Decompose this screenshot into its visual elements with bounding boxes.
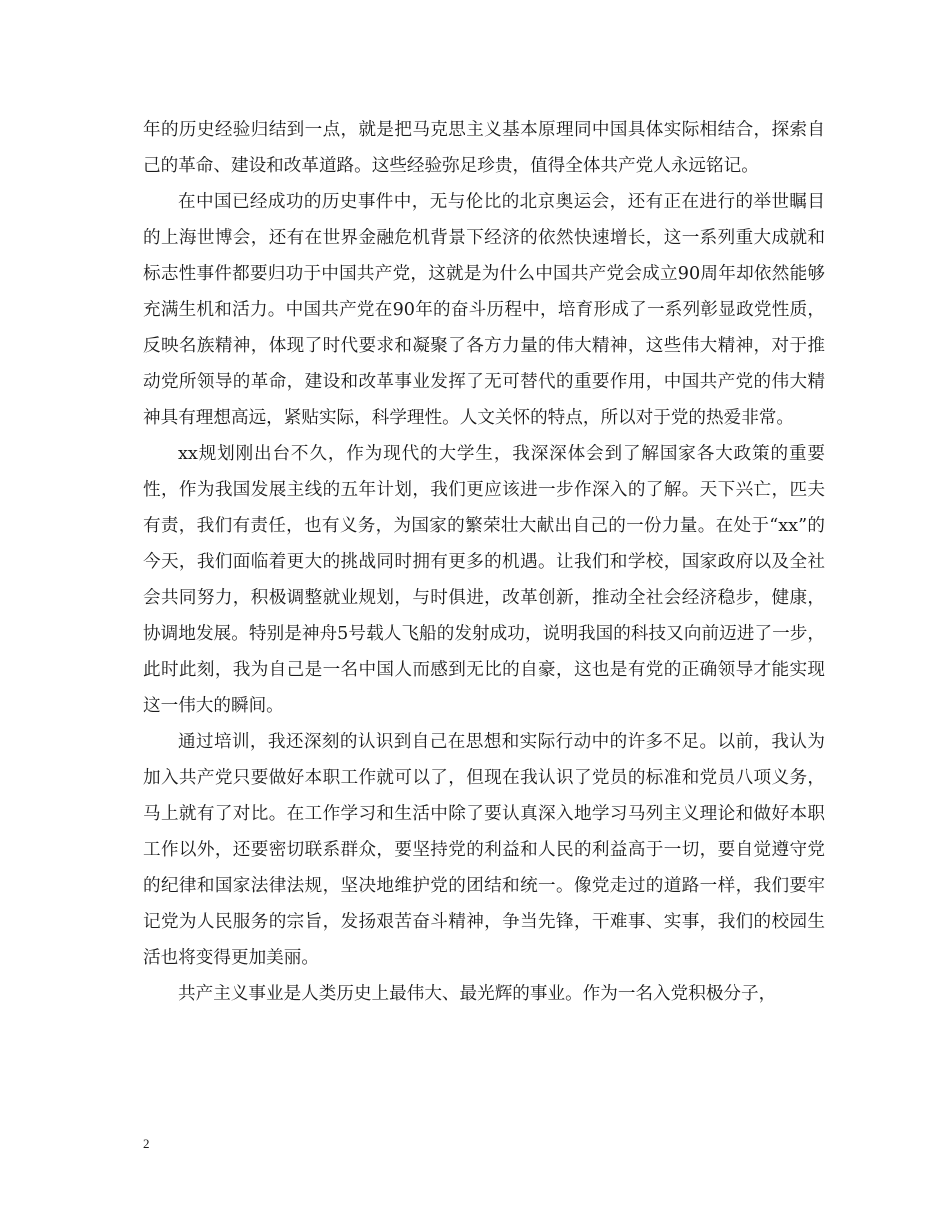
paragraph-5: 共产主义事业是人类历史上最伟大、最光辉的事业。作为一名入党积极分子，: [178, 984, 777, 1004]
document-body: [143, 112, 825, 1012]
paragraph-2: 在中国已经成功的历史事件中，无与伦比的北京奥运会，还有正在进行的举世瞩目的上海世博会，还有在世界金融危机背景下经济的依然快速增长，这一系列重大成就和标志性事件都要归功于中国共产党，这就是为什么中国共产党会成立90周年却依然能够充满生机和活力。中国共产党在90年的奋斗历程中，培育形成了一系列彰显政党性质，反映名族精神，体现了时代要求和凝聚了各方力量的伟大精神，这些伟大精神，对于推动党所领导的革命，建设和改革事业发挥了无可替代的重要作用，中国共产党的伟大精神具有理想高远，紧贴实际，科学理性。人文关怀的特点，所以对于党的热爱非常。: [143, 192, 825, 428]
paragraph-4: 通过培训，我还深刻的认识到自己在思想和实际行动中的许多不足。以前，我认为加入共产党只要做好本职工作就可以了，但现在我认识了党员的标准和党员八项义务，马上就有了对比。在工作学习和生活中除了要认真深入地学习马列主义理论和做好本职工作以外，还要密切联系群众，要坚持党的利益和人民的利益高于一切，要自觉遵守党的纪律和国家法律法规，坚决地维护党的团结和统一。像党走过的道路一样，我们要牢记党为人民服务的宗旨，发扬艰苦奋斗精神，争当先锋，干难事、实事，我们的校园生活也将变得更加美丽。: [143, 732, 825, 968]
page-number: 2: [143, 1136, 150, 1151]
paragraph-3: xx规划刚出台不久，作为现代的大学生，我深深体会到了解国家各大政策的重要性，作为我国发展主线的五年计划，我们更应该进一步作深入的了解。天下兴亡，匹夫有责，我们有责任，也有义务，为国家的繁荣壮大献出自己的一份力量。在处于“xx”的今天，我们面临着更大的挑战同时拥有更多的机遇。让我们和学校，国家政府以及全社会共同努力，积极调整就业规划，与时俱进，改革创新，推动全社会经济稳步，健康，协调地发展。特别是神舟5号载人飞船的发射成功，说明我国的科技又向前迈进了一步，此时此刻，我为自己是一名中国人而感到无比的自豪，这也是有党的正确领导才能实现这一伟大的瞬间。: [143, 444, 825, 716]
paragraph-1: 年的历史经验归结到一点，就是把马克思主义基本原理同中国具体实际相结合，探索自己的革命、建设和改革道路。这些经验弥足珍贵，值得全体共产党人永远铭记。: [143, 120, 825, 176]
